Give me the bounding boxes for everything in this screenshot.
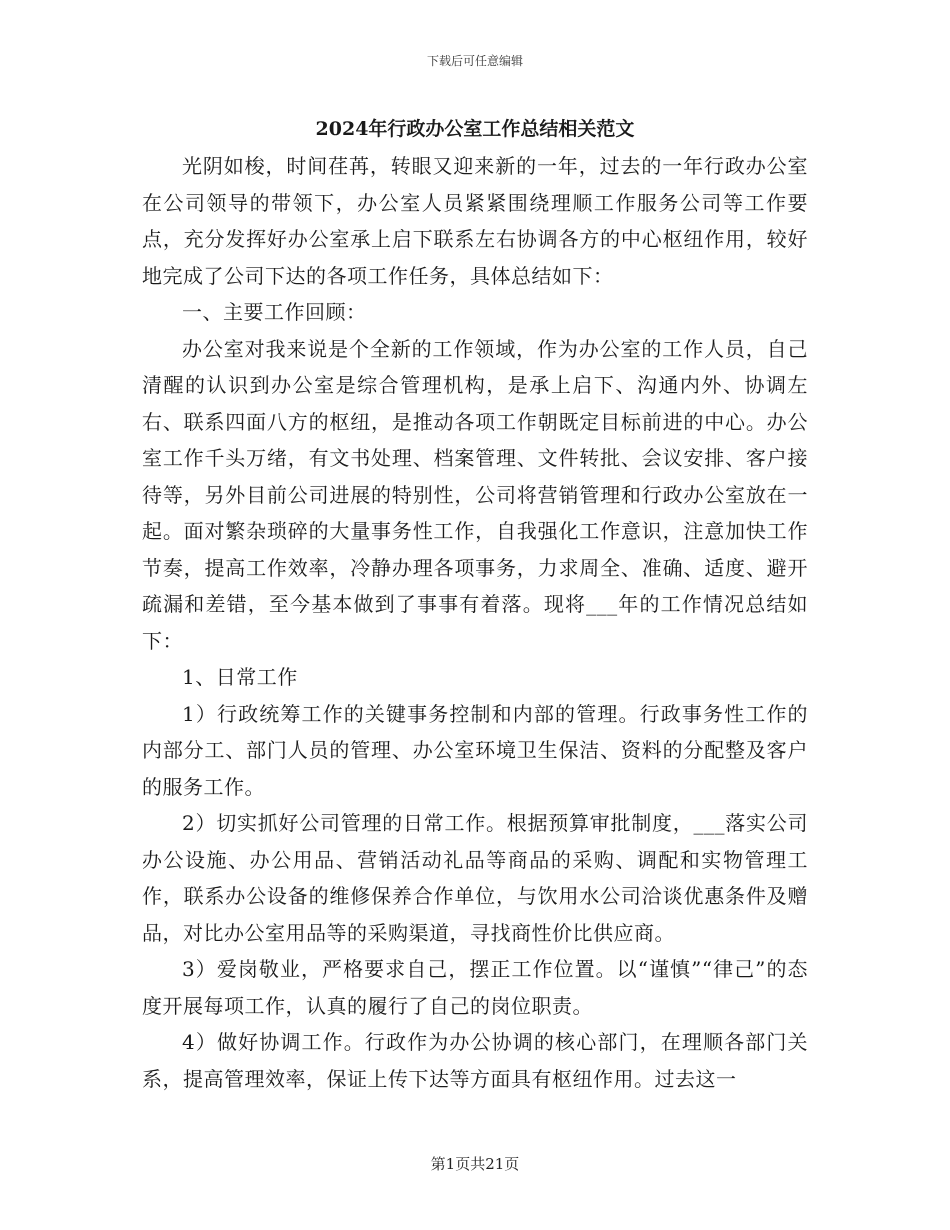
paragraph-item-4: 4）做好协调工作。行政作为办公协调的核心部门，在理顺各部门关系，提高管理效率，保证上传下达等方面具有枢纽作用。过去这一 (142, 1030, 808, 1091)
page-footer: 第1页共21页 (430, 1155, 520, 1173)
document-body (142, 114, 808, 1097)
document-title: 2024年行政办公室工作总结相关范文 (315, 118, 635, 140)
subsection-heading-daily-work: 1、日常工作 (182, 665, 298, 689)
page-header: 下载后可任意编辑 (426, 54, 523, 68)
paragraph-intro: 光阴如梭，时间荏苒，转眼又迎来新的一年，过去的一年行政办公室在公司领导的带领下，办公室人员紧紧围绕理顺工作服务公司等工作要点，充分发挥好办公室承上启下联系左右协调各方的中心枢纽作用，较好地完成了公司下达的各项工作任务，具体总结如下： (142, 154, 808, 288)
section-heading-review: 一、主要工作回顾： (182, 300, 367, 324)
paragraph-item-1: 1）行政统筹工作的关键事务控制和内部的管理。行政事务性工作的内部分工、部门人员的管理、办公室环境卫生保洁、资料的分配整及客户的服务工作。 (142, 701, 808, 799)
paragraph-item-2: 2）切实抓好公司管理的日常工作。根据预算审批制度，___落实公司办公设施、办公用品、营销活动礼品等商品的采购、调配和实物管理工作，联系办公设备的维修保养合作单位，与饮用水公司洽谈优惠条件及赠品，对比办公室用品等的采购渠道，寻找商性价比供应商。 (142, 811, 808, 945)
paragraph-item-3: 3）爱岗敬业，严格要求自己，摆正工作位置。以“谨慎”“律己”的态度开展每项工作，认真的履行了自己的岗位职责。 (142, 957, 808, 1018)
paragraph-office-overview: 办公室对我来说是个全新的工作领域，作为办公室的工作人员，自己清醒的认识到办公室是综合管理机构，是承上启下、沟通内外、协调左右、联系四面八方的枢纽，是推动各项工作朝既定目标前进的中心。办公室工作千头万绪，有文书处理、档案管理、文件转批、会议安排、客户接待等，另外目前公司进展的特别性，公司将营销管理和行政办公室放在一起。面对繁杂琐碎的大量事务性工作，自我强化工作意识，注意加快工作节奏，提高工作效率，冷静办理各项事务，力求周全、准确、适度、避开疏漏和差错，至今基本做到了事事有着落。现将___年的工作情况总结如下： (142, 336, 808, 653)
